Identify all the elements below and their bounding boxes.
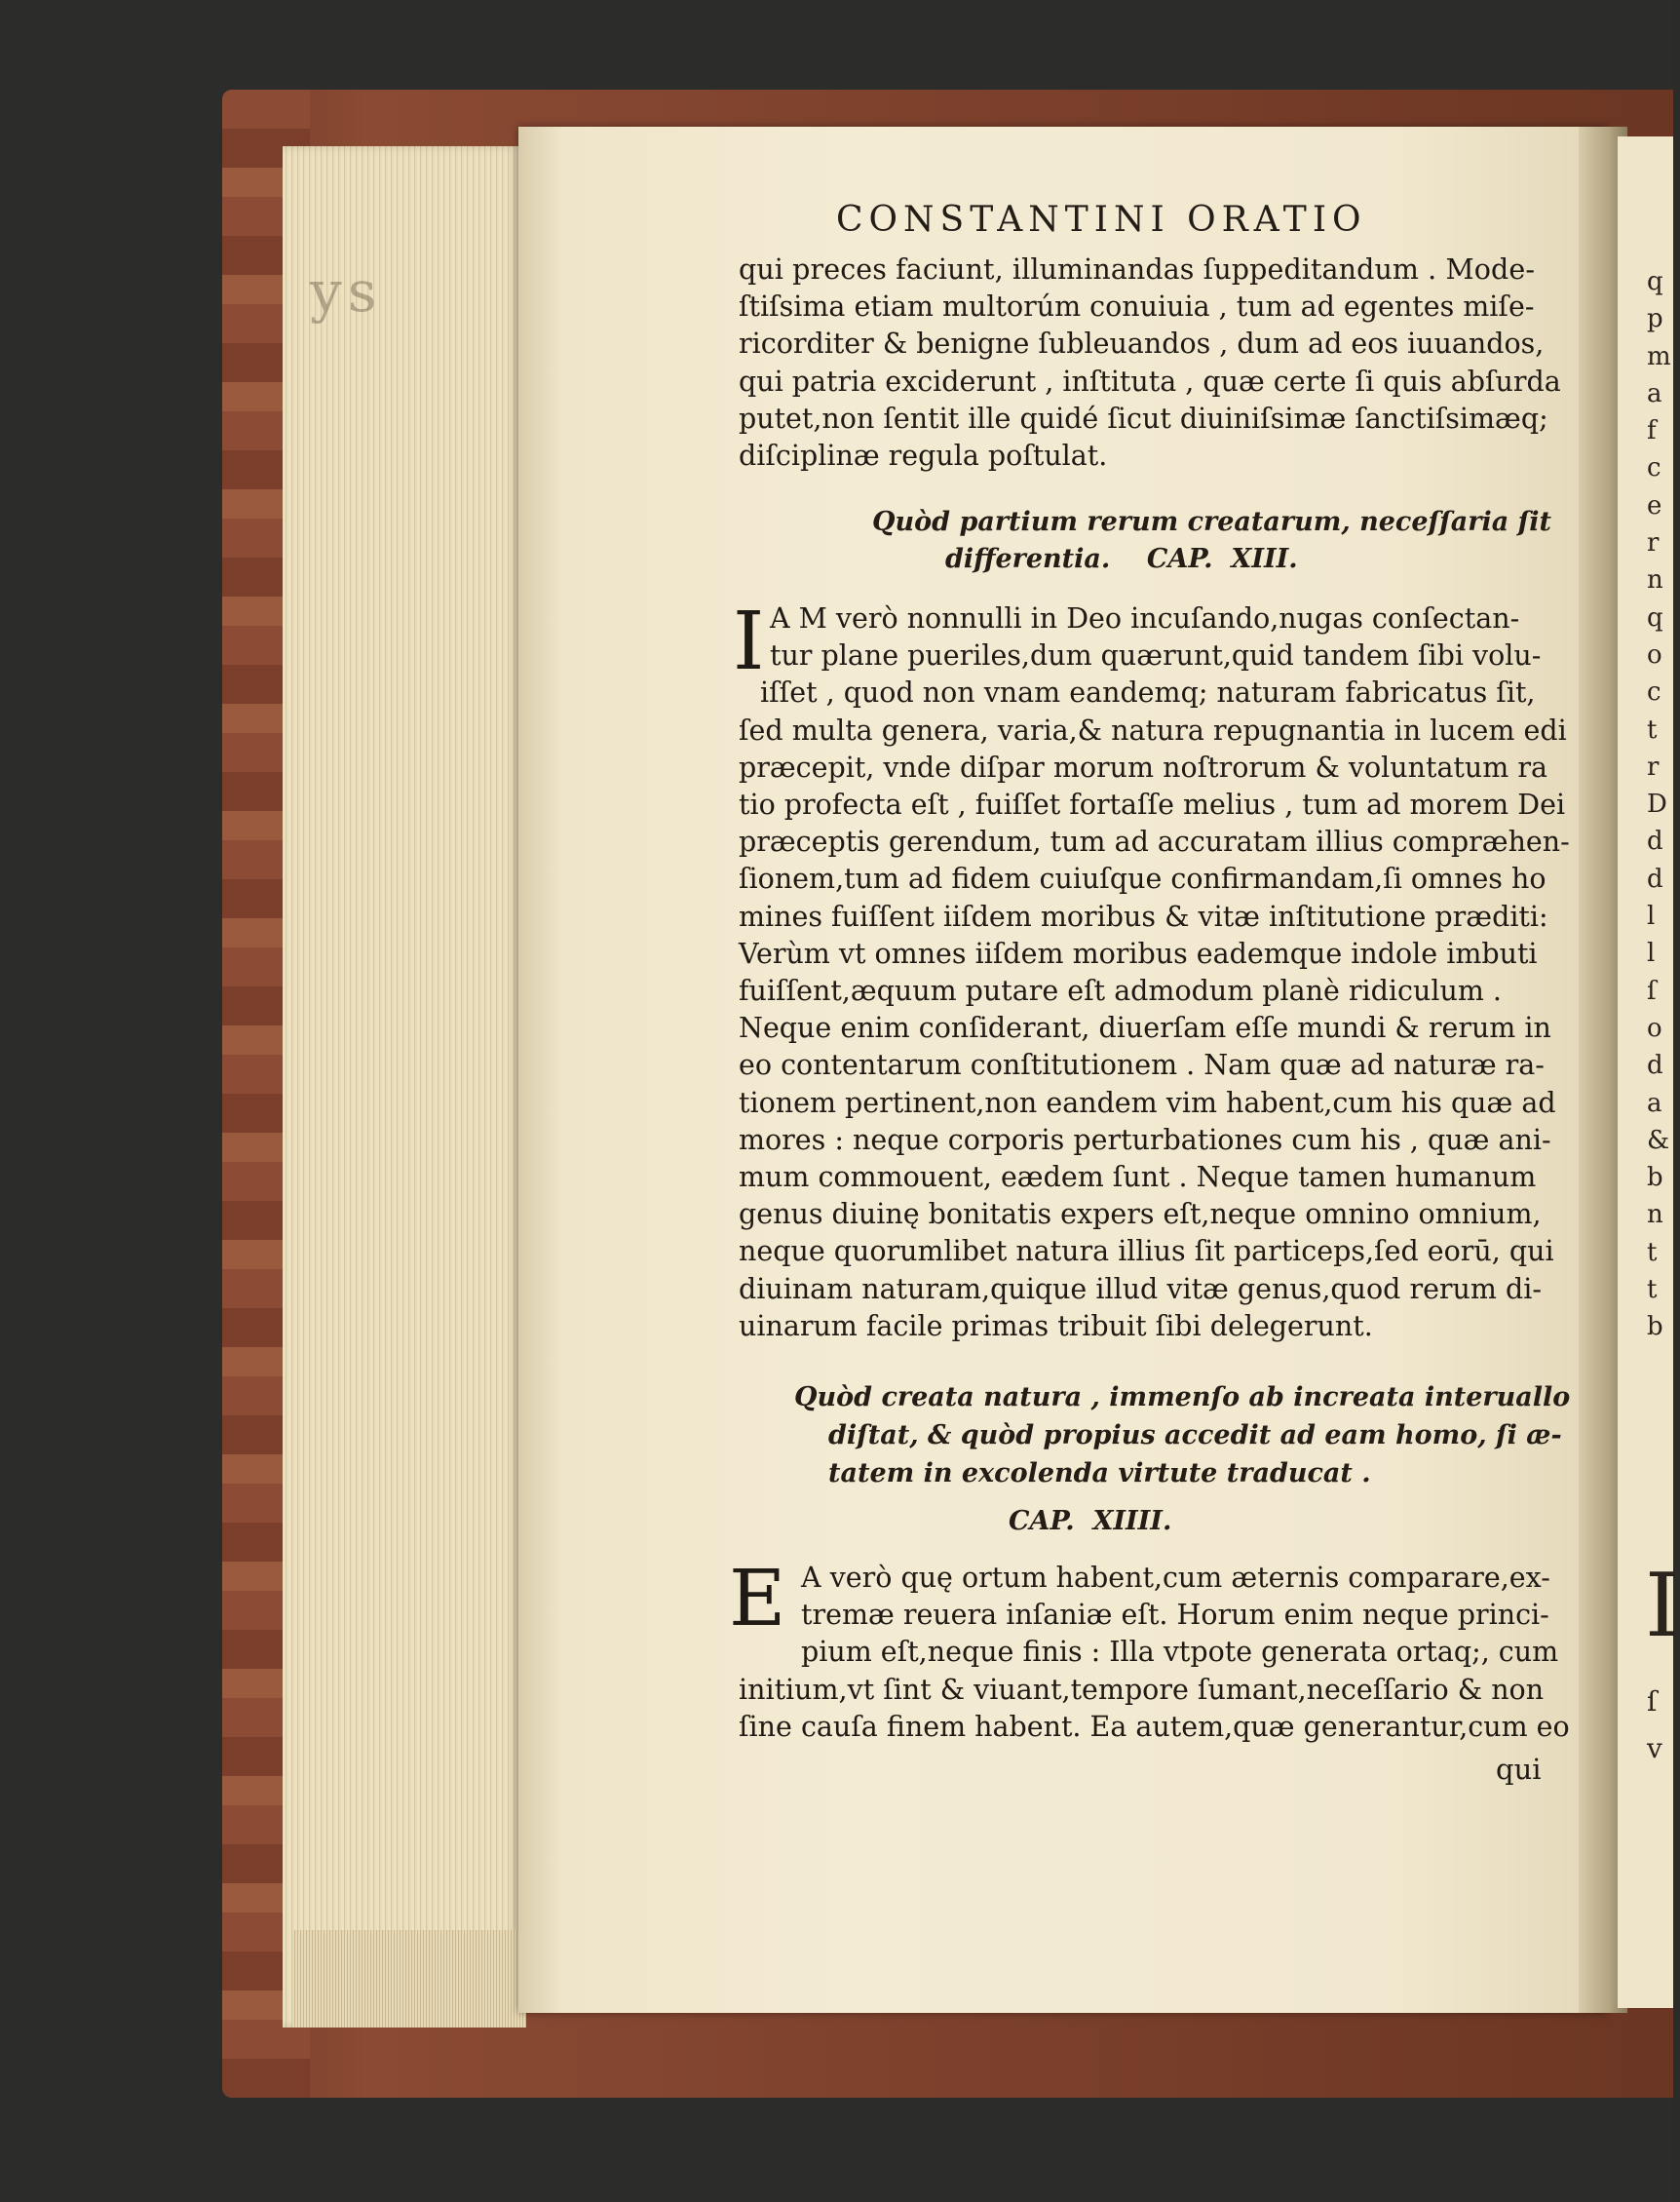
spine-lettering: ys xyxy=(310,258,383,325)
text-line: eo contentarum conſtitutionem . Nam quæ ad naturæ ra- xyxy=(739,1049,1545,1082)
chapter-14-dropcap: E xyxy=(729,1553,786,1643)
running-head: CONSTANTINI ORATIO xyxy=(836,200,1367,240)
text-line: ſed multa genera, varia,& natura repugnantia in lucem edi xyxy=(739,714,1567,747)
text-line: tremæ reuera inſaniæ eſt. Horum enim neque princi- xyxy=(801,1599,1549,1632)
text-line: mores : neque corporis perturbationes cum his , quæ ani- xyxy=(739,1123,1551,1156)
text-line: iſſet , quod non vnam eandemq; naturam fabricatus ſit, xyxy=(760,676,1536,710)
text-line: pium eſt,neque finis : Illa vtpote generata ortaq;, cum xyxy=(801,1636,1559,1669)
text-line: A M verò nonnulli in Deo incuſando,nugas conſectan- xyxy=(770,602,1520,635)
text-line: diuinam naturam,quique illud vitæ genus,quod rerum di- xyxy=(739,1272,1542,1305)
facing-page-line-starts: q p m a f c e r n q o c t r D d d l l ſ o d a & b n t t b xyxy=(1647,267,1671,1342)
chapter-13-text xyxy=(739,600,1570,1345)
text-line: mum commouent, eædem ſunt . Neque tamen humanum xyxy=(739,1161,1537,1194)
text-line: tio profecta eſt , fuiſſet fortaſſe melius , tum ad morem Dei xyxy=(739,789,1566,822)
chapter-14-text xyxy=(739,1560,1570,1746)
text-line: diſciplinæ regula poſtulat. xyxy=(739,440,1108,473)
chapter-14-cap-label: CAP. XIIII. xyxy=(1009,1506,1172,1536)
text-line: Verùm vt omnes iiſdem moribus eademque indole imbuti xyxy=(739,937,1538,970)
facing-page-initial: I xyxy=(1645,1555,1680,1657)
text-line: Neque enim conſiderant, diuerſam eſſe mundi & rerum in xyxy=(739,1012,1551,1045)
facing-page-lower-starts: ſ v xyxy=(1647,1685,1662,1764)
text-line: neque quorumlibet natura illius ſit particeps,ſed eorū, qui xyxy=(739,1235,1554,1268)
text-line: ſine cauſa finem habent. Ea autem,quæ generantur,cum eo xyxy=(739,1710,1570,1743)
text-line: uinarum facile primas tribuit ſibi delegerunt. xyxy=(739,1309,1373,1342)
page-edges xyxy=(283,146,521,2028)
catchword: qui xyxy=(1496,1753,1542,1786)
text-line: præcepit, vnde diſpar morum noſtrorum & voluntatum ra xyxy=(739,751,1547,784)
text-line: tur plane pueriles,dum quærunt,quid tandem ſibi volu- xyxy=(770,639,1542,673)
chapter-13-title-line-1: Quòd partium rerum creatarum, neceſſaria ſit xyxy=(872,507,1551,537)
text-line: præceptis gerendum, tum ad accuratam illius compræhen- xyxy=(739,826,1570,859)
text-line: A verò quę ortum habent,cum æternis comparare,ex- xyxy=(801,1562,1550,1594)
text-line: qui patria exciderunt , inſtituta , quæ certe ſi quis abſurda xyxy=(739,365,1561,398)
chapter-13-dropcap: I xyxy=(733,596,765,688)
text-line: tionem pertinent,non eandem vim habent,cum his quæ ad xyxy=(739,1086,1556,1119)
chapter-14-title-line-1: Quòd creata natura , immenſo ab increata interuallo xyxy=(794,1382,1571,1412)
text-line: ſionem,tum ad fidem cuiuſque confirmandam,ſi omnes ho xyxy=(739,863,1546,896)
chapter-14-title-line-2: diſtat, & quòd propius accedit ad eam homo, ſi æ- xyxy=(828,1420,1562,1450)
text-line: genus diuinę bonitatis expers eſt,neque omnino omnium, xyxy=(739,1198,1542,1231)
text-line: ſtiſsima etiam multorúm conuiuia , tum ad egentes miſe- xyxy=(739,290,1535,324)
chapter-14-title-line-3: tatem in excolenda virtute traducat . xyxy=(828,1458,1371,1488)
chapter-13-title-line-2: differentia. CAP. XIII. xyxy=(945,544,1298,574)
text-line: ricorditer & benigne ſubleuandos , dum ad eos iuuandos, xyxy=(739,328,1545,361)
paragraph-1 xyxy=(739,251,1561,475)
text-line: putet,non ſentit ille quidé ſicut diuiniſsimæ ſanctiſsimæq; xyxy=(739,402,1548,435)
text-line: fuiſſent,æquum putare eſt admodum planè ridiculum . xyxy=(739,975,1502,1008)
page-edges-lower xyxy=(292,1930,526,2028)
text-line: mines fuiſſent iiſdem moribus & vitæ inſtitutione præditi: xyxy=(739,900,1548,933)
text-line: qui preces faciunt, illuminandas ſuppeditandum . Mode- xyxy=(739,253,1536,286)
text-line: initium,vt ſint & viuant,tempore ſumant,neceſſario & non xyxy=(739,1673,1545,1706)
